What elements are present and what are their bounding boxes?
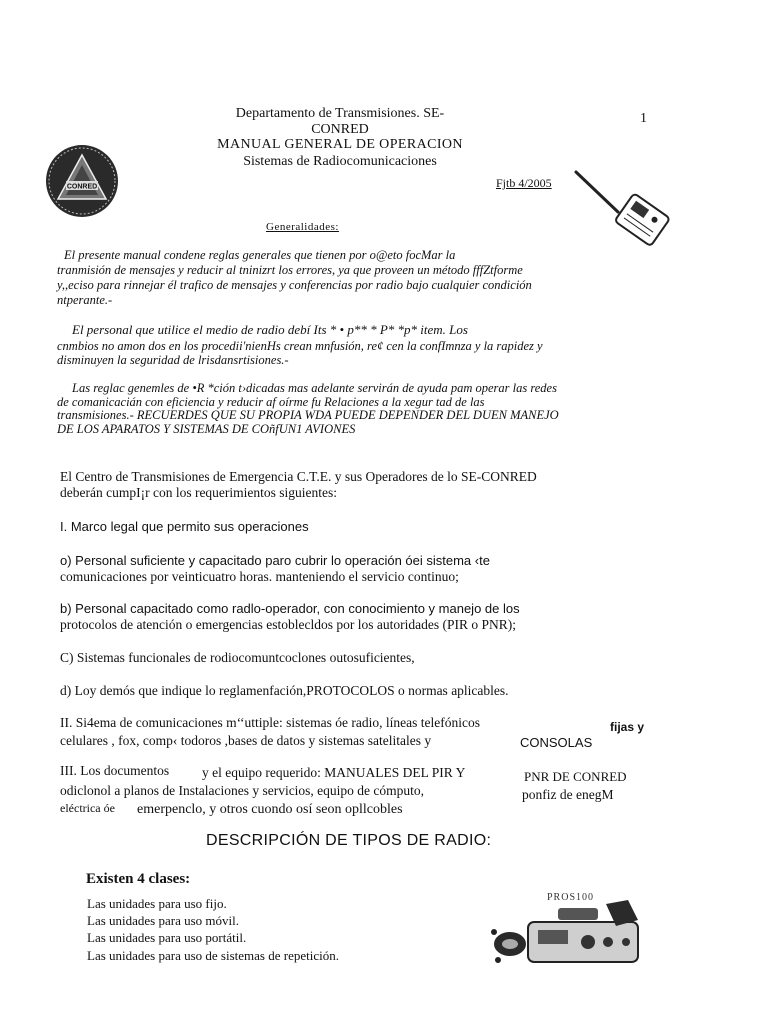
item-II-line2: celulares , fox, comp‹ todoros ,bases de datos y sistemas satelitales y xyxy=(60,733,432,748)
para1-line1: El presente manual condene reglas generales que tienen por o@eto focMar la xyxy=(64,248,456,262)
radio-class-list xyxy=(87,895,339,964)
item-III-pnr: PNR DE CONRED xyxy=(524,769,627,784)
para3-line2: de comanicacián con eficiencia y reducir af oírme fu Relaciones a la xegur tad de las xyxy=(57,395,485,409)
item-d: d) Loy demós que indique lo reglamenfación,PROTOCOLOS o normas aplicables. xyxy=(60,683,509,698)
item-III-line1a: III. Los documentos xyxy=(60,763,170,778)
para1-line2: tranmisión de mensajes y reducir al tninizrt los errores, ya que proveen un método fffZtforme xyxy=(57,263,523,277)
item-III-line3a: eléctrica óe xyxy=(60,801,115,815)
para3-line3: transmisiones.- RECUERDES QUE SU PROPIA WDA PUEDE DEPENDER DEL DUEN MANEJO xyxy=(57,408,559,422)
item-II-fijas: fijas y xyxy=(610,720,645,734)
item-I: I. Marco legal que permito sus operaciones xyxy=(60,519,309,534)
item-II-consolas: CONSOLAS xyxy=(520,735,593,750)
item-II-line1: II. Si4ema de comunicaciones m‘‘uttiple: sistemas óe radio, líneas telefónicos xyxy=(60,715,480,730)
handheld-radio-icon xyxy=(570,168,676,258)
radio-equipment-photo xyxy=(488,898,656,970)
para2-line1: El personal que utilice el medio de radio debí Its * • p** * P* *p* item. Los xyxy=(72,322,468,337)
para1-line4: ntperante.- xyxy=(57,293,113,307)
page-number: 1 xyxy=(640,111,647,126)
item-a-line1: o) Personal suficiente y capacitado paro cubrir lo operación óei sistema ‹te xyxy=(60,553,490,568)
item-b-line1: b) Personal capacitado como radlo-operador, con conocimiento y manejo de los xyxy=(60,601,520,616)
para2-line2: cnmbios no amon dos en los procedii'nienHs crean mnfusión, re¢ cen la confImnza y la rapidez y xyxy=(57,339,543,353)
list-item: Las unidades para uso móvil. xyxy=(87,913,239,928)
header-manual-title: MANUAL GENERAL DE OPERACION xyxy=(217,137,463,152)
item-a-line2: comunicaciones por veinticuatro horas. manteniendo el servicio continuo; xyxy=(60,569,459,584)
radio-types-heading: DESCRIPCIÓN DE TIPOS DE RADIO: xyxy=(206,832,492,849)
header-subtitle: Sistemas de Radiocomunicaciones xyxy=(243,154,437,169)
item-III-line3b: emerpenclo, y otros cuondo osí seon opllcobles xyxy=(137,802,403,817)
item-III-line1b: y el equipo requerido: MANUALES DEL PIR Y xyxy=(202,765,466,780)
item-c: C) Sistemas funcionales de rodiocomuntcoclones outosuficientes, xyxy=(60,650,415,665)
cte-line2: deberán cumpI¡r con los requerimientos siguientes: xyxy=(60,485,338,500)
generalidades-heading: Generalidades: xyxy=(266,221,339,233)
para1-line3: y,,eciso para rinnejar él trafico de mensajes y conferencias por radio bajo cualquier condición xyxy=(57,278,532,292)
item-III-ponfiz: ponfiz de enegM xyxy=(522,787,614,802)
cte-line1: El Centro de Transmisiones de Emergencia C.T.E. y sus Operadores de lo SE-CONRED xyxy=(60,469,537,484)
conred-seal-logo xyxy=(44,143,120,219)
item-III-line2: odiclonol a planos de Instalaciones y servicios, equipo de cómputo, xyxy=(60,783,425,798)
radio-classes-subheading: Existen 4 clases: xyxy=(86,871,191,887)
list-item: Las unidades para uso fijo. xyxy=(87,896,227,911)
para3-line4: DE LOS APARATOS Y SISTEMAS DE COñfUN1 AVIONES xyxy=(57,422,356,436)
header-department: Departamento de Transmisiones. SE- xyxy=(235,106,445,121)
document-date: Fjtb 4/2005 xyxy=(496,176,552,190)
item-b-line2: protocolos de atención o emergencias estoblecldos por los autoridades (PIR o PNR); xyxy=(60,617,517,632)
header-conred: CONRED xyxy=(311,122,369,137)
para2-line3: disminuyen la seguridad de lrisdansrtisiones.- xyxy=(57,353,289,367)
para3-line1: Las reglac genemles de •R *ción t›dicadas mas adelante servirán de ayuda pam operar las redes xyxy=(72,381,557,395)
list-item: Las unidades para uso portátil. xyxy=(87,930,247,945)
radio-photo-caption: PROS100 xyxy=(547,892,595,903)
svg-text:CONRED: CONRED xyxy=(66,183,98,191)
list-item: Las unidades para uso de sistemas de repetición. xyxy=(87,948,339,963)
